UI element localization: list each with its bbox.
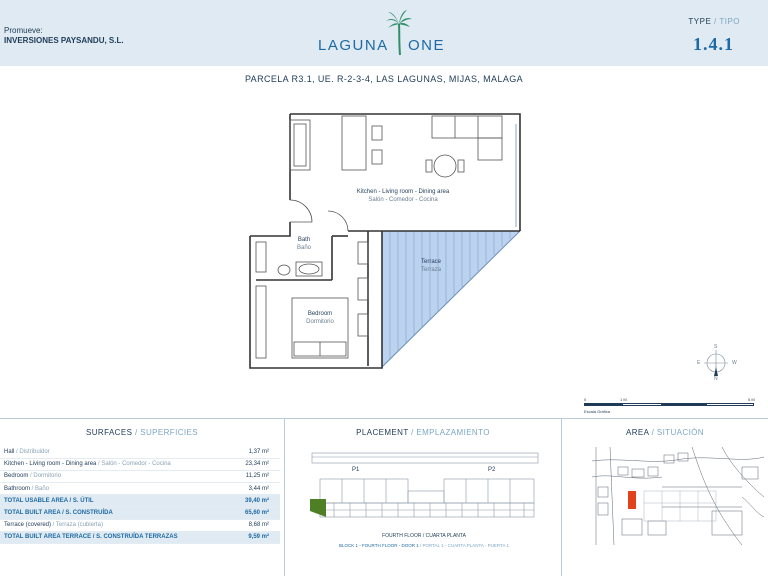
bottom-panels xyxy=(0,418,768,576)
room-bedroom-en: Bedroom xyxy=(307,311,333,317)
compass-w: W xyxy=(732,360,737,366)
type-label-sep: / xyxy=(711,17,720,26)
room-label-living xyxy=(330,188,476,204)
scale-label-1: 1 M xyxy=(620,397,627,402)
surface-name-es: Salón - Comedor - Cocina xyxy=(101,461,171,468)
surface-row xyxy=(0,507,280,519)
scale-label-0: 0 xyxy=(584,397,587,402)
placement-p1: P1 xyxy=(352,467,360,473)
surface-name-en: Kitchen - Living room - Dining area xyxy=(4,461,97,468)
surface-row xyxy=(0,483,280,495)
surfaces-title-en: SURFACES xyxy=(86,428,133,437)
surface-name-es: S. CONSTRUÍDA xyxy=(65,510,113,517)
promoter-name: INVERSIONES PAYSANDU, S.L. xyxy=(4,36,124,45)
room-living-es: Salón - Comedor - Cocina xyxy=(368,197,438,203)
logo-word-laguna: LAGUNA xyxy=(318,37,389,54)
surface-value: 39,40 m² xyxy=(230,495,280,507)
surface-value: 9,59 m² xyxy=(230,531,280,543)
terrace-area xyxy=(382,231,520,367)
surface-row xyxy=(0,495,280,507)
type-label xyxy=(688,17,740,26)
compass-n: N xyxy=(714,376,718,382)
unit-highlight xyxy=(310,499,326,517)
surface-name-es: S. ÚTIL xyxy=(72,497,94,504)
surface-name-en: Hall xyxy=(4,448,15,455)
surface-row xyxy=(0,458,280,470)
surface-name: Bedroom / Dormitorio xyxy=(0,470,230,482)
area-map xyxy=(592,447,764,545)
room-bath-es: Baño xyxy=(296,245,311,251)
surface-name-en: Bathroom xyxy=(4,485,31,492)
room-terrace-en: Terrace xyxy=(420,259,441,265)
laguna-one-logo xyxy=(316,8,452,58)
surface-name-en: TOTAL BUILT AREA xyxy=(4,510,61,517)
surface-name-en: Bedroom xyxy=(4,473,29,480)
type-label-en: TYPE xyxy=(688,17,712,26)
surfaces-title: SURFACES / SUPERFICIES xyxy=(86,428,198,437)
placement-floor-caption: FOURTH FLOOR / CUARTA PLANTA xyxy=(382,533,466,539)
placement-block-es: / PORTAL 1 - CUARTA PLANTA - PUERTA 1 xyxy=(418,543,509,548)
scale-caption: Escala Gráfica xyxy=(584,409,611,414)
promoter-label: Promueve: xyxy=(4,26,43,35)
scale-label-5: 5 M xyxy=(748,397,755,402)
surface-value: 65,60 m² xyxy=(230,507,280,519)
surface-row xyxy=(0,446,280,458)
placement-title-en: PLACEMENT xyxy=(356,428,409,437)
placement-title-es: EMPLAZAMIENTO xyxy=(416,428,490,437)
area-title: AREA / SITUACIÓN xyxy=(626,428,704,437)
surfaces-table xyxy=(0,446,280,544)
surface-name: Kitchen - Living room - Dining area / Salón - Comedor - Cocina xyxy=(0,458,230,470)
surface-name: TOTAL USABLE AREA / S. ÚTIL xyxy=(0,495,230,507)
surface-name-es: Baño xyxy=(35,485,50,492)
surface-name-es: Dormitorio xyxy=(33,473,62,480)
scale-bar xyxy=(584,403,754,406)
surface-name-es: Distribuidor xyxy=(19,448,50,455)
compass-rose xyxy=(694,344,740,382)
header-band xyxy=(0,0,768,66)
type-value: 1.4.1 xyxy=(693,34,734,54)
type-label-es: TIPO xyxy=(719,17,740,26)
surface-row xyxy=(0,519,280,531)
surface-name: TOTAL BUILT AREA / S. CONSTRUÍDA xyxy=(0,507,230,519)
surface-name-en: TOTAL BUILT AREA TERRACE xyxy=(4,534,92,541)
placement-diagram xyxy=(304,451,544,541)
logo-word-one: ONE xyxy=(408,37,446,54)
parcel-title: PARCELA R3.1, UE. R-2-3-4, LAS LAGUNAS, MIJAS, MALAGA xyxy=(244,74,524,84)
surface-value: 8,68 m² xyxy=(230,519,280,531)
placement-p2: P2 xyxy=(488,467,496,473)
placement-block-caption xyxy=(286,543,562,548)
surface-name: Hall / Distribuidor xyxy=(0,446,230,458)
room-bedroom-es: Dormitorio xyxy=(306,319,334,325)
graphic-scale xyxy=(584,397,756,417)
room-bath-en: Bath xyxy=(297,237,311,243)
placement-title: PLACEMENT / EMPLAZAMIENTO xyxy=(356,428,490,437)
surface-name: Bathroom / Baño xyxy=(0,483,230,495)
floor-plan xyxy=(232,102,532,382)
room-living-en: Kitchen - Living room - Dining area xyxy=(356,189,450,195)
surface-name-es: Terraza (cubierta) xyxy=(55,522,103,529)
area-title-es: SITUACIÓN xyxy=(656,428,704,437)
compass-s: S xyxy=(714,344,718,350)
surface-name: TOTAL BUILT AREA TERRACE / S. CONSTRUÍDA TERRAZAS xyxy=(0,531,230,543)
placement-block-en: BLOCK 1 - FOURTH FLOOR - DOOR 1 xyxy=(339,543,419,548)
area-title-en: AREA xyxy=(626,428,649,437)
surface-name-en: TOTAL USABLE AREA xyxy=(4,497,68,504)
surface-row xyxy=(0,531,280,543)
surface-name: Terrace (covered) / Terraza (cubierta) xyxy=(0,519,230,531)
surface-value: 3,44 m² xyxy=(230,483,280,495)
surface-value: 23,34 m² xyxy=(230,458,280,470)
room-label-terrace xyxy=(408,258,454,274)
surface-row xyxy=(0,470,280,482)
location-highlight xyxy=(628,491,636,509)
surface-value: 1,37 m² xyxy=(230,446,280,458)
surface-value: 11,25 m² xyxy=(230,470,280,482)
room-label-bath xyxy=(284,236,324,252)
surface-name-es: S. CONSTRUÍDA TERRAZAS xyxy=(96,534,178,541)
floor-plan-drawing xyxy=(232,102,532,382)
surfaces-title-es: SUPERFICIES xyxy=(140,428,198,437)
room-terrace-es: Terraza xyxy=(420,267,441,273)
surfaces-panel xyxy=(0,419,284,576)
room-label-bedroom xyxy=(294,310,346,326)
compass-e: E xyxy=(697,360,701,366)
surface-name-en: Terrace (covered) xyxy=(4,522,52,529)
